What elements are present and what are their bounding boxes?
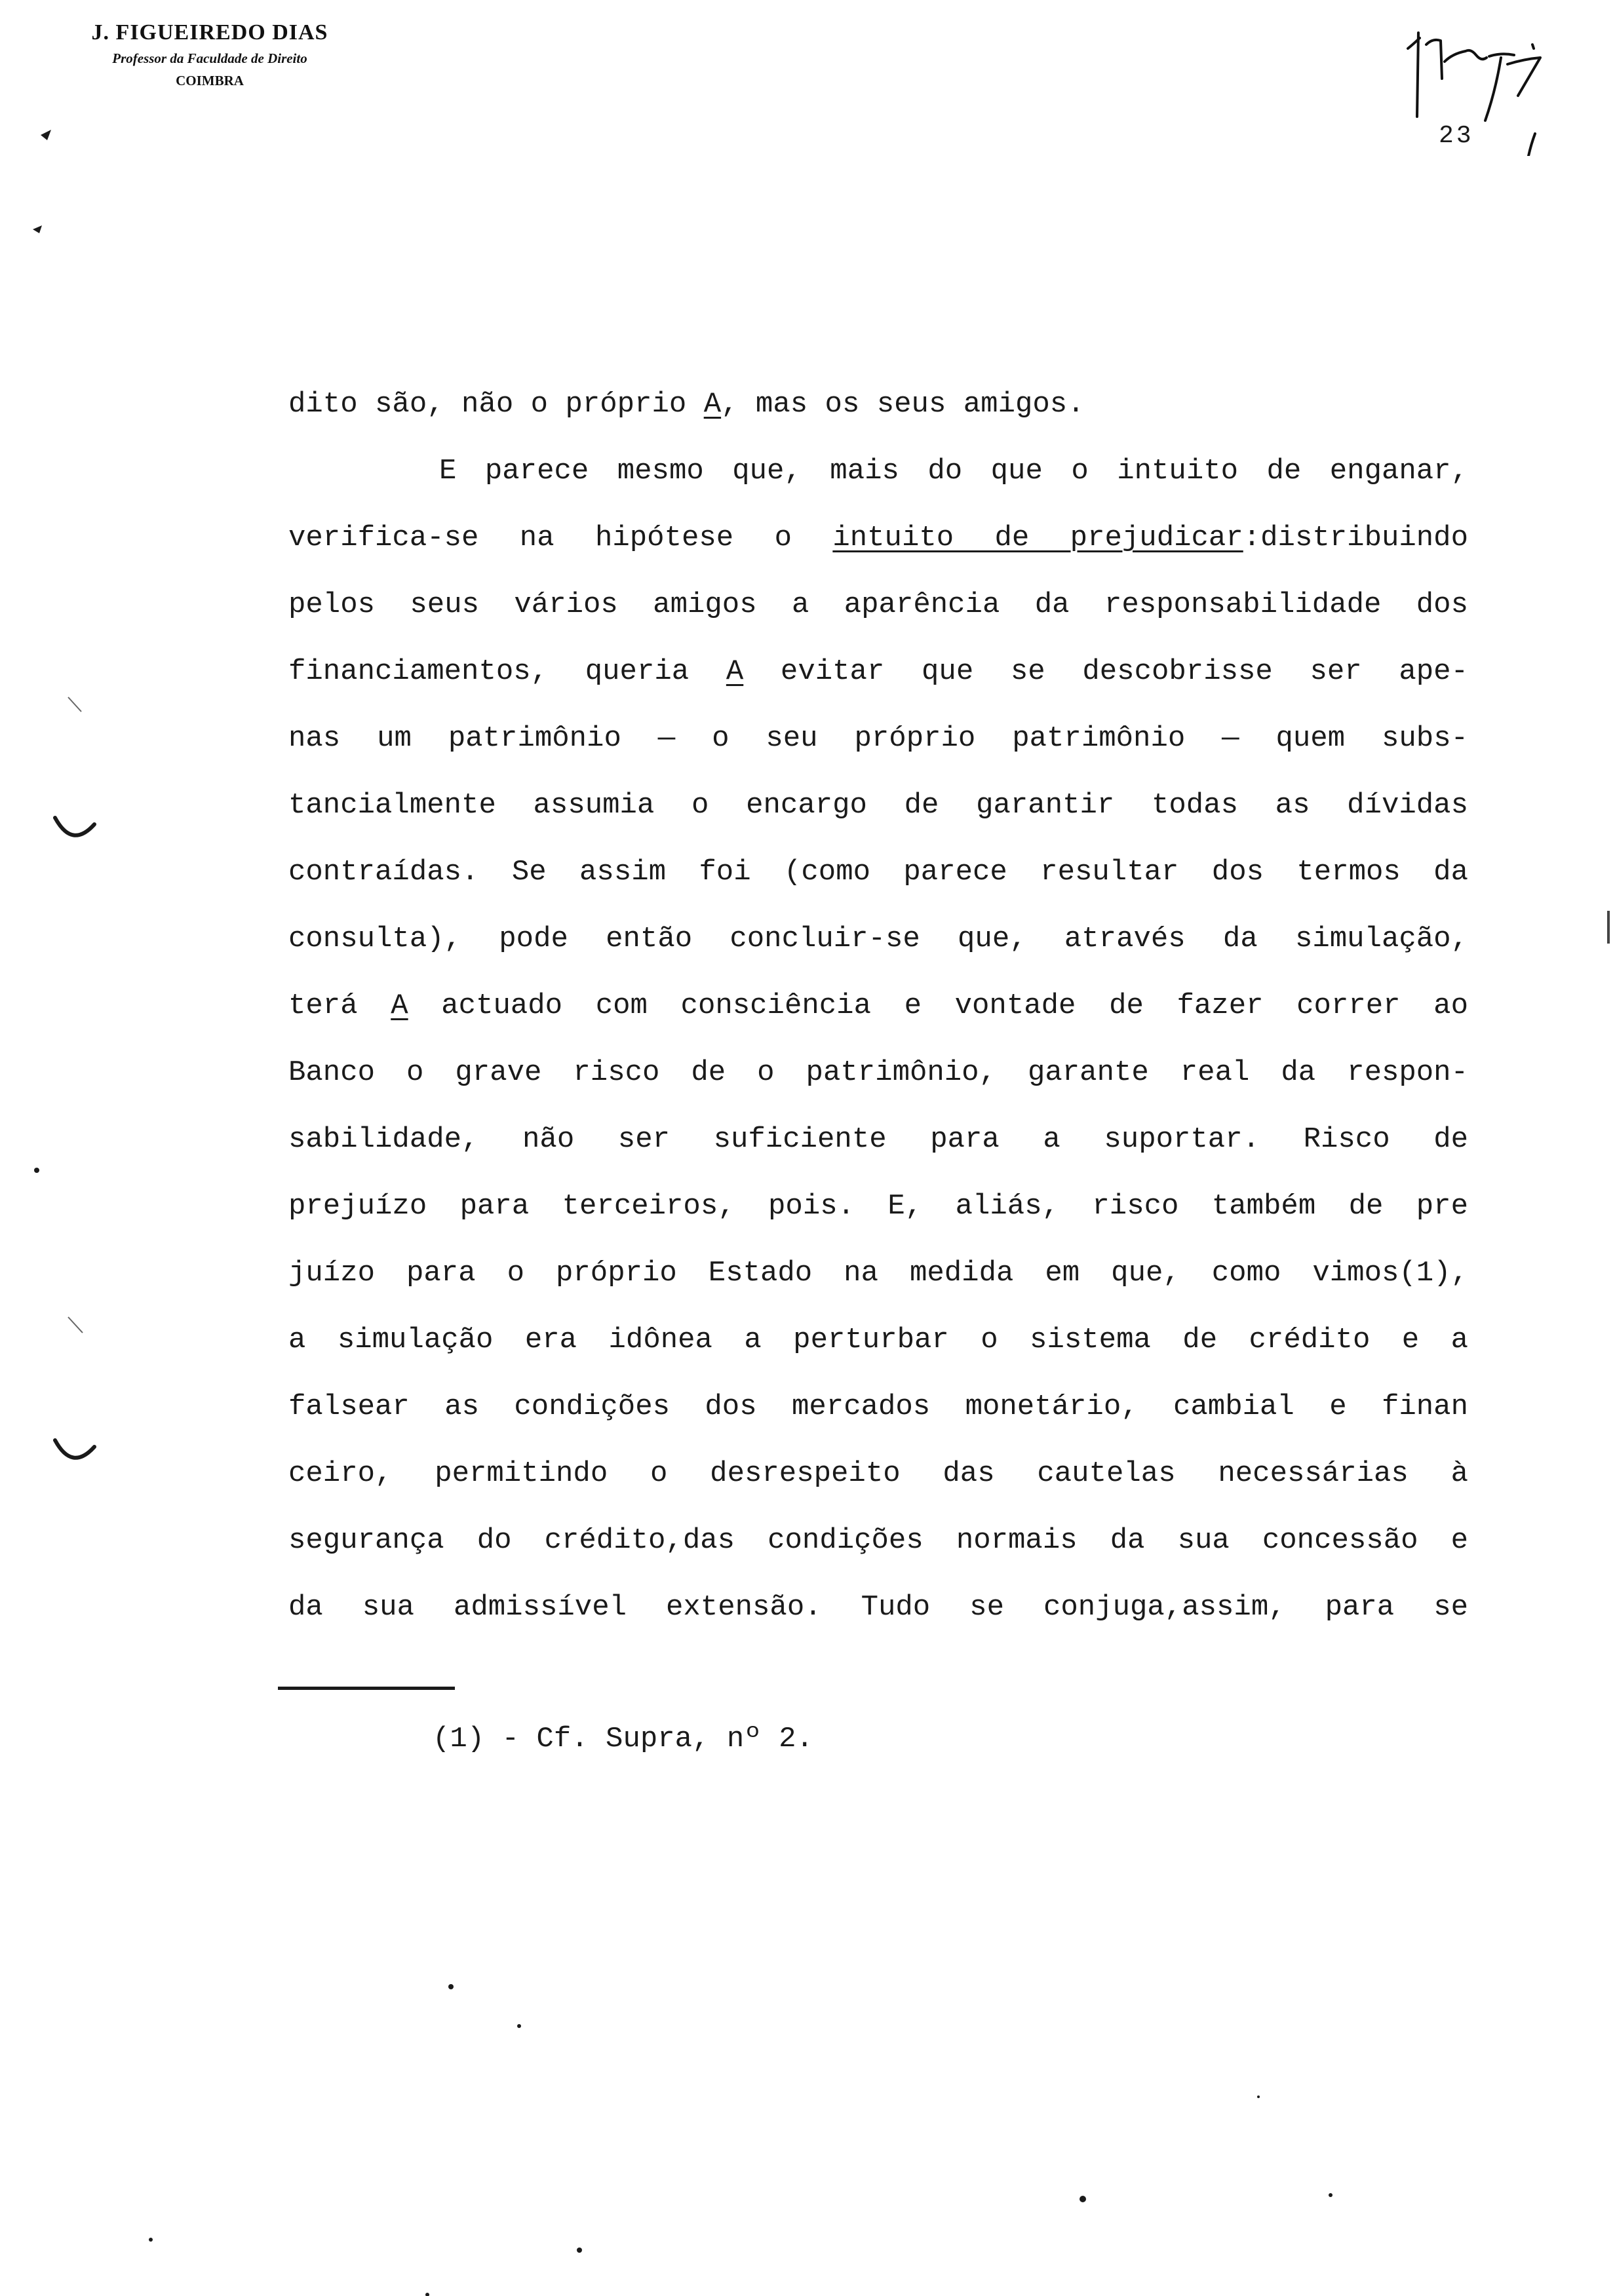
text-line: ceiro, permitindo o desrespeito das cautelas necessárias à	[288, 1457, 1468, 1490]
page-number: 23	[1439, 122, 1474, 150]
text-line: contraídas. Se assim foi (como parece resultar dos termos da	[288, 856, 1468, 889]
letterhead-city: COIMBRA	[176, 73, 244, 88]
text-line: segurança do crédito,das condições normais da sua concessão e	[288, 1524, 1468, 1557]
text-line: da sua admissível extensão. Tudo se conjuga,assim, para se	[288, 1591, 1468, 1624]
text-line: financiamentos, queria A evitar que se descobrisse ser ape-	[288, 655, 1468, 688]
text-line: a simulação era idônea a perturbar o sistema de crédito e a	[288, 1324, 1468, 1356]
text-line: falsear as condições dos mercados monetário, cambial e finan	[288, 1390, 1468, 1423]
text-line: verifica-se na hipótese o intuito de prejudicar:distribuindo	[288, 522, 1468, 554]
footnote: (1) - Cf. Supra, nº 2.	[433, 1723, 813, 1755]
text-line: juízo para o próprio Estado na medida em que, como vimos(1),	[288, 1257, 1468, 1290]
text-line: Banco o grave risco de o patrimônio, garante real da respon-	[288, 1056, 1468, 1089]
body-text	[288, 371, 1468, 1641]
text-line: pelos seus vários amigos a aparência da responsabilidade dos	[288, 588, 1468, 621]
footnote-separator	[278, 1687, 455, 1690]
text-line: consulta), pode então concluir-se que, através da simulação,	[288, 923, 1468, 955]
handwritten-folio-mark	[1403, 18, 1547, 156]
letterhead	[66, 18, 354, 92]
text-line: prejuízo para terceiros, pois. E, aliás, risco também de pre	[288, 1190, 1468, 1223]
text-line: dito são, não o próprio A, mas os seus amigos.	[288, 388, 1085, 421]
text-line: sabilidade, não ser suficiente para a suportar. Risco de	[288, 1123, 1468, 1156]
letterhead-name: J. FIGUEIREDO DIAS	[91, 20, 328, 45]
text-line: tancialmente assumia o encargo de garantir todas as dívidas	[288, 789, 1468, 822]
text-line: nas um patrimônio — o seu próprio patrimônio — quem subs-	[288, 722, 1468, 755]
text-line: terá A actuado com consciência e vontade de fazer correr ao	[288, 989, 1468, 1022]
letterhead-title: Professor da Faculdade de Direito	[112, 50, 307, 66]
text-line: E parece mesmo que, mais do que o intuito de enganar,	[439, 455, 1468, 488]
